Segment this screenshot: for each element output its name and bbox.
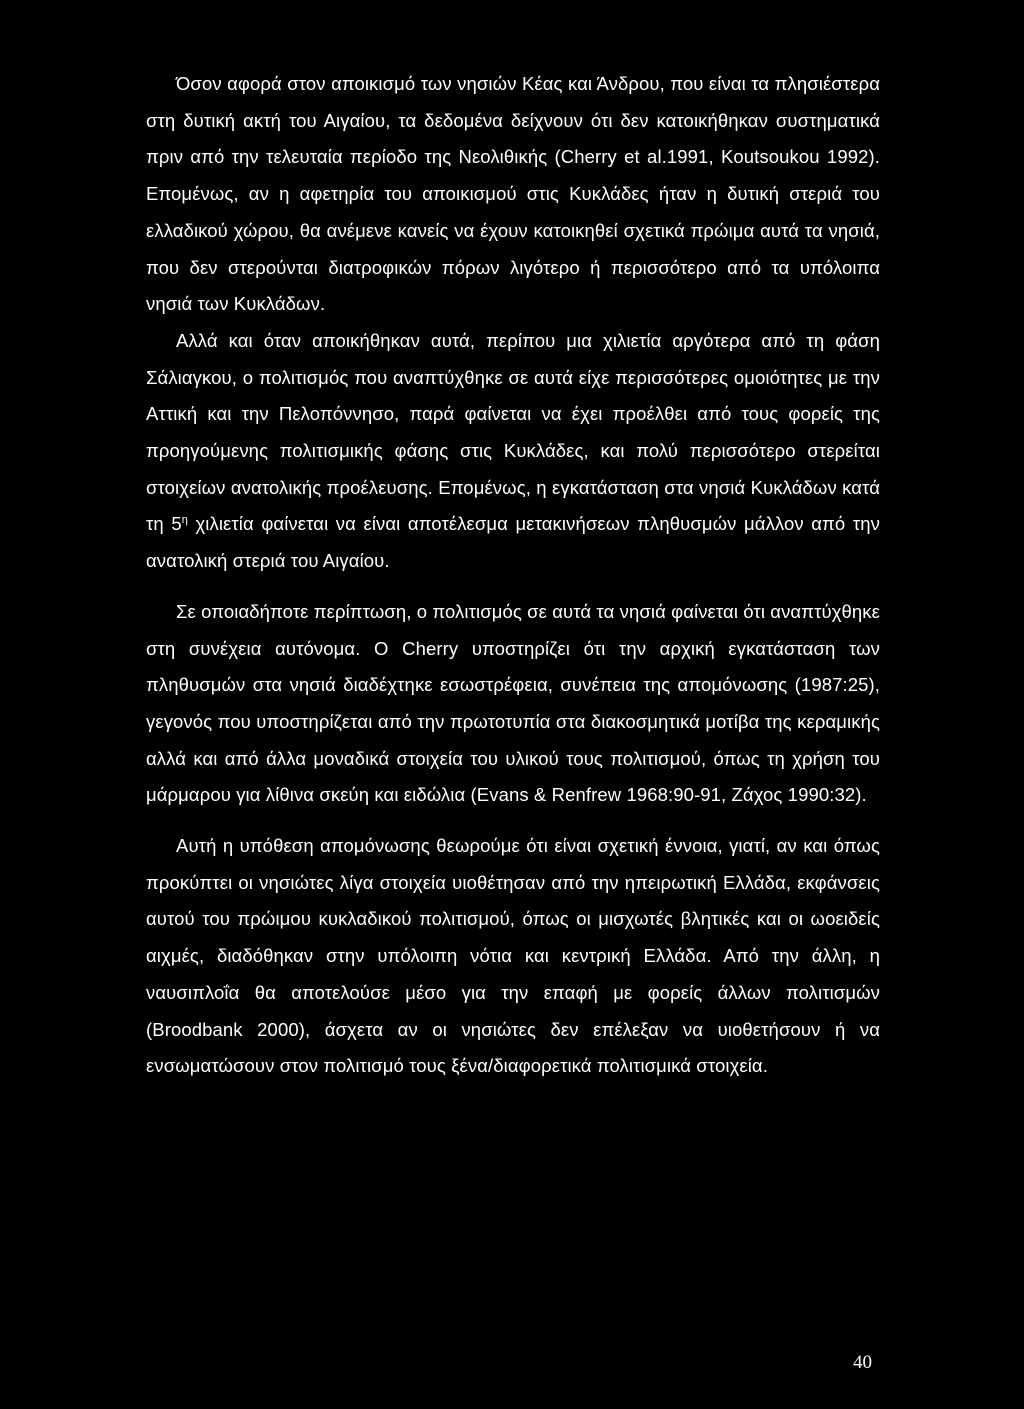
paragraph-1 <box>146 66 880 323</box>
page-number: 40 <box>853 1352 872 1373</box>
paragraph-2-text-after: χιλιετία φαίνεται να είναι αποτέλεσμα μετακινήσεων πληθυσμών μάλλον από την ανατολική στεριά του Αιγαίου. <box>146 513 880 572</box>
paragraph-2-text: Αλλά και όταν αποικήθηκαν αυτά, περίπου μια χιλιετία αργότερα από τη φάση Σάλιαγκου, ο πολιτισμός που αναπτύχθηκε σε αυτά είχε περισσότερες ομοιότητες με την Αττική και την Πελοπόννησο, παρά φαίνεται να έχει προέλθει από τους φορείς της προηγούμενης πολιτισμικής φάσης στις Κυκλάδες, και πολύ περισσότερο στερείται στοιχείων ανατολικής προέλευσης. Επομένως, η εγκατάσταση στα νησιά Κυκλάδων κατά τη 5 <box>146 329 880 535</box>
paragraph-1-text: Όσον αφορά στον αποικισμό των νησιών Κέας και Άνδρου, που είναι τα πλησιέστερα στη δυτική ακτή του Αιγαίου, τα δεδομένα δείχνουν ότι δεν κατοικήθηκαν συστηματικά πριν από την τελευταία περίοδο της Νεολιθικής (Cherry et al.1991, Koutsoukou 1992). Επομένως, αν η αφετηρία του αποικισμού στις Κυκλάδες ήταν η δυτική στεριά του ελλαδικού χώρου, θα ανέμενε κανείς να έχουν κατοικηθεί σχετικά πρώιμα αυτά τα νησιά, που δεν στερούνται διατροφικών πόρων λιγότερο ή περισσότερο από τα υπόλοιπα νησιά των Κυκλάδων. <box>146 73 880 315</box>
paragraph-3 <box>146 594 880 814</box>
paragraph-4-text: Αυτή η υπόθεση απομόνωσης θεωρούμε ότι είναι σχετική έννοια, γιατί, αν και όπως προκύπτει οι νησιώτες λίγα στοιχεία υιοθέτησαν από την ηπειρωτική Ελλάδα, εκφάνσεις αυτού του πρώιμου κυκλαδικού πολιτισμού, όπως οι μισχωτές βλητικές και οι ωοειδείς αιχμές, διαδόθηκαν στην υπόλοιπη νότια και κεντρική Ελλάδα. Από την άλλη, η ναυσιπλοΐα θα αποτελούσε μέσο για την επαφή με φορείς άλλων πολιτισμών (Broodbank 2000), άσχετα αν οι νησιώτες δεν επέλεξαν να υιοθετήσουν ή να ενσωματώσουν στον πολιτισμό τους ξένα/διαφορετικά πολιτισμικά στοιχεία. <box>146 835 880 1077</box>
paragraph-3-text: Σε οποιαδήποτε περίπτωση, ο πολιτισμός σε αυτά τα νησιά φαίνεται ότι αναπτύχθηκε στη συνέχεια αυτόνομα. Ο Cherry υποστηρίζει ότι την αρχική εγκατάσταση των πληθυσμών στα νησιά διαδέχτηκε εσωστρέφεια, συνέπεια της απομόνωσης (1987:25), γεγονός που υποστηρίζεται από την πρωτοτυπία στα διακοσμητικά μοτίβα της κεραμικής αλλά και από άλλα μοναδικά στοιχεία του υλικού τους πολιτισμού, όπως τη χρήση του μάρμαρου για λίθινα σκεύη και ειδώλια (Evans & Renfrew 1968:90-91, Ζάχος 1990:32). <box>146 600 880 806</box>
document-body <box>146 66 880 1085</box>
paragraph-2 <box>146 323 880 580</box>
paragraph-4 <box>146 828 880 1085</box>
superscript-eta: η <box>181 514 188 527</box>
